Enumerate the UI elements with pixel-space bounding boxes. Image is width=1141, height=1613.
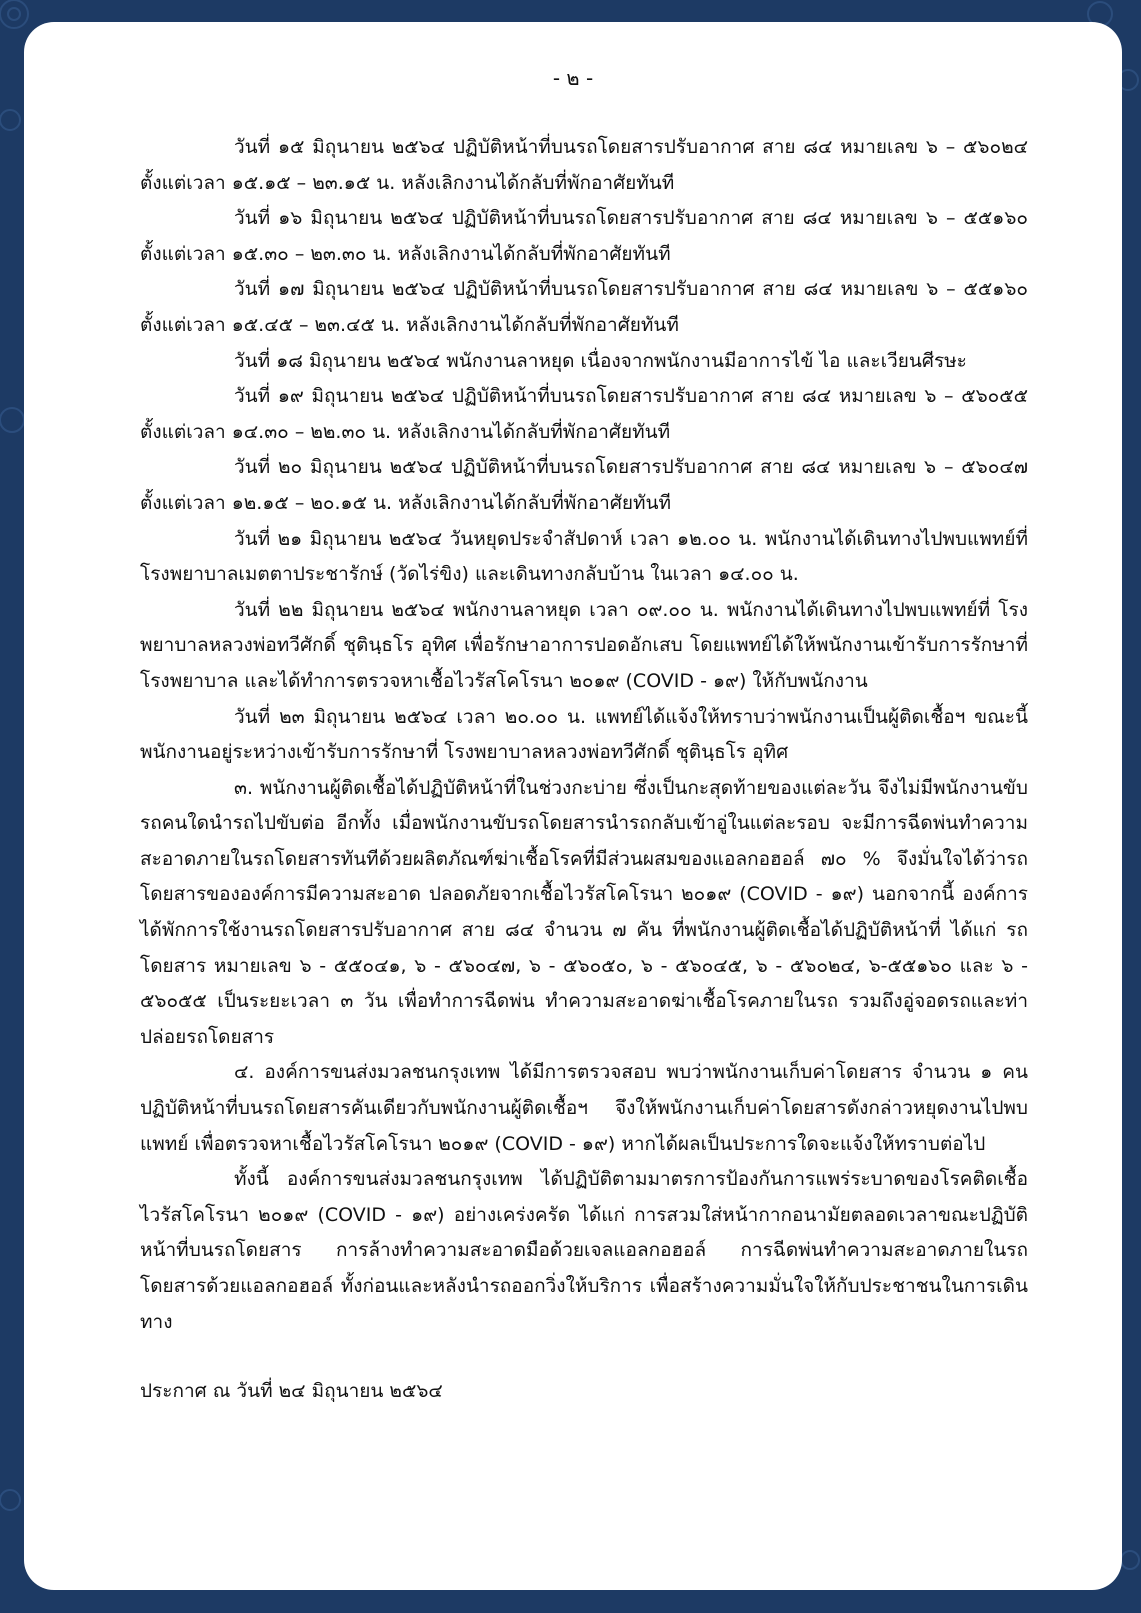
- page-number: - ๒ -: [552, 66, 594, 90]
- document-body: [140, 130, 1028, 1410]
- paragraph-june-15: วันที่ ๑๕ มิถุนายน ๒๕๖๔ ปฏิบัติหน้าที่บนรถโดยสารปรับอากาศ สาย ๘๔ หมายเลข ๖ – ๕๖๐๒๔ ตั้งแต่เวลา ๑๕.๑๕ – ๒๓.๑๕ น. หลังเลิกงานได้กลับที่พักอาศัยทันที: [140, 136, 1028, 194]
- paragraph-item-3: ๓. พนักงานผู้ติดเชื้อได้ปฏิบัติหน้าที่ในช่วงกะบ่าย ซึ่งเป็นกะสุดท้ายของแต่ละวัน จึงไม่มีพนักงานขับรถคนใดนำรถไปขับต่อ อีกทั้ง เมื่อพนักงานขับรถโดยสารนำรถกลับเข้าอู่ในแต่ละรอบ จะมีการฉีดพ่นทำความสะอาดภายในรถโดยสารทันทีด้วยผลิตภัณฑ์ฆ่าเชื้อโรคที่มีส่วนผสมของแอลกอฮอล์ ๗๐ % จึงมั่นใจได้ว่ารถโดยสารขององค์การมีความสะอาด ปลอดภัยจากเชื้อไวรัสโคโรนา ๒๐๑๙ (COVID - ๑๙) นอกจากนี้ องค์การได้พักการใช้งานรถโดยสารปรับอากาศ สาย ๘๔ จำนวน ๗ คัน ที่พนักงานผู้ติดเชื้อได้ปฏิบัติหน้าที่ ได้แก่ รถโดยสาร หมายเลข ๖ - ๕๕๐๔๑, ๖ - ๕๖๐๔๗, ๖ - ๕๖๐๕๐, ๖ - ๕๖๐๔๕, ๖ - ๕๖๐๒๔, ๖-๕๕๑๖๐ และ ๖ - ๕๖๐๕๕ เป็นระยะเวลา ๓ วัน เพื่อทำการฉีดพ่น ทำความสะอาดฆ่าเชื้อโรคภายในรถ รวมถึงอู่จอดรถและท่าปล่อยรถโดยสาร: [140, 776, 1028, 1048]
- paragraph-june-21: วันที่ ๒๑ มิถุนายน ๒๕๖๔ วันหยุดประจำสัปดาห์ เวลา ๑๒.๐๐ น. พนักงานได้เดินทางไปพบแพทย์ที่ โรงพยาบาลเมตตาประชารักษ์ (วัดไร่ขิง) และเดินทางกลับบ้าน ในเวลา ๑๔.๐๐ น.: [140, 527, 1028, 586]
- paragraph-june-18: วันที่ ๑๘ มิถุนายน ๒๕๖๔ พนักงานลาหยุด เนื่องจากพนักงานมีอาการไข้ ไอ และเวียนศีรษะ: [234, 349, 967, 372]
- paragraph-june-20: วันที่ ๒๐ มิถุนายน ๒๕๖๔ ปฏิบัติหน้าที่บนรถโดยสารปรับอากาศ สาย ๘๔ หมายเลข ๖ – ๕๖๐๔๗ ตั้งแต่เวลา ๑๒.๑๕ – ๒๐.๑๕ น. หลังเลิกงานได้กลับที่พักอาศัยทันที: [140, 456, 1028, 514]
- paragraph-june-16: วันที่ ๑๖ มิถุนายน ๒๕๖๔ ปฏิบัติหน้าที่บนรถโดยสารปรับอากาศ สาย ๘๔ หมายเลข ๖ – ๕๕๑๖๐ ตั้งแต่เวลา ๑๕.๓๐ – ๒๓.๓๐ น. หลังเลิกงานได้กลับที่พักอาศัยทันที: [140, 207, 1028, 265]
- paragraph-measures: ทั้งนี้ องค์การขนส่งมวลชนกรุงเทพ ได้ปฏิบัติตามมาตรการป้องกันการแพร่ระบาดของโรคติดเชื้อไวรัสโคโรนา ๒๐๑๙ (COVID - ๑๙) อย่างเคร่งครัด ได้แก่ การสวมใส่หน้ากากอนามัยตลอดเวลาขณะปฏิบัติหน้าที่บนรถโดยสาร การล้างทำความสะอาดมือด้วยเจลแอลกอฮอล์ การฉีดพ่นทำความสะอาดภายในรถโดยสารด้วยแอลกอฮอล์ ทั้งก่อนและหลังนำรถออกวิ่งให้บริการ เพื่อสร้างความมั่นใจให้กับประชาชนในการเดินทาง: [140, 1168, 1028, 1333]
- document-page: [24, 22, 1122, 1590]
- announcement-date: ประกาศ ณ วันที่ ๒๔ มิถุนายน ๒๕๖๔: [140, 1380, 443, 1403]
- paragraph-june-23: วันที่ ๒๓ มิถุนายน ๒๕๖๔ เวลา ๒๐.๐๐ น. แพทย์ได้แจ้งให้ทราบว่าพนักงานเป็นผู้ติดเชื้อฯ ขณะนี้พนักงานอยู่ระหว่างเข้ารับการรักษาที่ โรงพยาบาลหลวงพ่อทวีศักดิ์ ชุตินฺธโร อุทิศ: [140, 705, 1028, 764]
- paragraph-june-22: วันที่ ๒๒ มิถุนายน ๒๕๖๔ พนักงานลาหยุด เวลา ๐๙.๐๐ น. พนักงานได้เดินทางไปพบแพทย์ที่ โรงพยาบาลหลวงพ่อทวีศักดิ์ ชุตินฺธโร อุทิศ เพื่อรักษาอาการปอดอักเสบ โดยแพทย์ได้ให้พนักงานเข้ารับการรักษาที่โรงพยาบาล และได้ทำการตรวจหาเชื้อไวรัสโคโรนา ๒๐๑๙ (COVID - ๑๙) ให้กับพนักงาน: [140, 598, 1028, 692]
- paragraph-june-17: วันที่ ๑๗ มิถุนายน ๒๕๖๔ ปฏิบัติหน้าที่บนรถโดยสารปรับอากาศ สาย ๘๔ หมายเลข ๖ – ๕๕๑๖๐ ตั้งแต่เวลา ๑๕.๔๕ – ๒๓.๔๕ น. หลังเลิกงานได้กลับที่พักอาศัยทันที: [140, 278, 1028, 336]
- paragraph-item-4: ๔. องค์การขนส่งมวลชนกรุงเทพ ได้มีการตรวจสอบ พบว่าพนักงานเก็บค่าโดยสาร จำนวน ๑ คน ปฏิบัติหน้าที่บนรถโดยสารคันเดียวกับพนักงานผู้ติดเชื้อฯ จึงให้พนักงานเก็บค่าโดยสารดังกล่าวหยุดงานไปพบแพทย์ เพื่อตรวจหาเชื้อไวรัสโคโรนา ๒๐๑๙ (COVID - ๑๙) หากได้ผลเป็นประการใดจะแจ้งให้ทราบต่อไป: [140, 1061, 1028, 1155]
- paragraph-june-19: วันที่ ๑๙ มิถุนายน ๒๕๖๔ ปฏิบัติหน้าที่บนรถโดยสารปรับอากาศ สาย ๘๔ หมายเลข ๖ – ๕๖๐๕๕ ตั้งแต่เวลา ๑๔.๓๐ – ๒๒.๓๐ น. หลังเลิกงานได้กลับที่พักอาศัยทันที: [140, 385, 1028, 443]
